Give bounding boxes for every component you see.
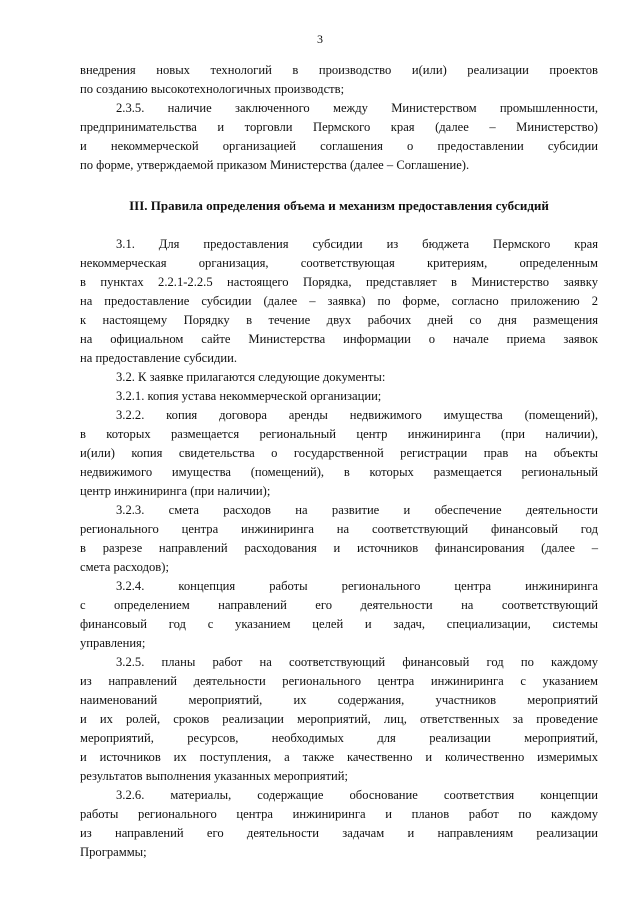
text-line: и их ролей, сроков реализации мероприятий, лиц, ответственных за проведение bbox=[80, 712, 598, 726]
text-line: с определением направлений его деятельности на соответствующий bbox=[80, 598, 598, 612]
text-line: работы регионального центра инжиниринга и планов работ по каждому bbox=[80, 807, 598, 821]
text-line: 3.1. Для предоставления субсидии из бюджета Пермского края bbox=[116, 237, 598, 251]
text-line: 2.3.5. наличие заключенного между Министерством промышленности, bbox=[116, 101, 598, 115]
text-line: некоммерческая организация, соответствующая критериям, определенным bbox=[80, 256, 598, 270]
text-line: центр инжиниринга (при наличии); bbox=[80, 484, 271, 498]
document-body bbox=[80, 61, 598, 862]
text-line: 3.2.4. концепция работы регионального центра инжиниринга bbox=[116, 579, 598, 593]
text-line: на предоставление субсидии. bbox=[80, 351, 237, 365]
text-line: и(или) копия свидетельства о государственной регистрации прав на объекты bbox=[80, 446, 598, 460]
text-line: результатов выполнения указанных мероприятий; bbox=[80, 769, 348, 783]
text-line: внедрения новых технологий в производство и(или) реализации проектов bbox=[80, 63, 598, 77]
text-line: на официальном сайте Министерства информации о начале приема заявок bbox=[80, 332, 598, 346]
text-line: в разрезе направлений расходования и источников финансирования (далее – bbox=[80, 541, 598, 555]
text-line: в пунктах 2.2.1-2.2.5 настоящего Порядка, представляет в Министерство заявку bbox=[80, 275, 598, 289]
text-line: в которых размещается региональный центр инжиниринга (при наличии), bbox=[80, 427, 598, 441]
page-number: 3 bbox=[317, 32, 323, 46]
text-line: Программы; bbox=[80, 845, 147, 859]
text-line: управления; bbox=[80, 636, 146, 650]
text-line: регионального центра инжиниринга на соответствующий финансовый год bbox=[80, 522, 598, 536]
text-line: 3.2.2. копия договора аренды недвижимого имущества (помещений), bbox=[116, 408, 598, 422]
text-line: предпринимательства и торговли Пермского края (далее – Министерство) bbox=[80, 120, 598, 134]
text-line: на предоставление субсидии (далее – заявка) по форме, согласно приложению 2 bbox=[80, 294, 598, 308]
text-line: 3.2.5. планы работ на соответствующий финансовый год по каждому bbox=[116, 655, 598, 669]
text-line: наименований мероприятий, их содержания, участников мероприятий bbox=[80, 693, 598, 707]
text-line: и некоммерческой организацией соглашения о предоставлении субсидии bbox=[80, 139, 598, 153]
text-line: недвижимого имущества (помещений), в которых размещается региональный bbox=[80, 465, 598, 479]
text-line: по форме, утверждаемой приказом Министерства (далее – Соглашение). bbox=[80, 158, 470, 172]
text-line: финансовый год с указанием целей и задач, специализации, системы bbox=[80, 617, 598, 631]
text-line: 3.2. К заявке прилагаются следующие документы: bbox=[116, 370, 386, 384]
text-line: из направлений его деятельности задачам и направлениям реализации bbox=[80, 826, 598, 840]
text-line: мероприятий, ресурсов, необходимых для реализации мероприятий, bbox=[80, 731, 598, 745]
text-line: 3.2.3. смета расходов на развитие и обеспечение деятельности bbox=[116, 503, 598, 517]
text-line: из направлений деятельности регионального центра инжиниринга с указанием bbox=[80, 674, 598, 688]
text-line: и источников их поступления, а также качественно и количественно измеримых bbox=[80, 750, 598, 764]
text-line: смета расходов); bbox=[80, 560, 169, 574]
section-heading: III. Правила определения объема и механизм предоставления субсидий bbox=[129, 198, 549, 213]
text-line: 3.2.6. материалы, содержащие обоснование соответствия концепции bbox=[116, 788, 598, 802]
text-line: по созданию высокотехнологичных производств; bbox=[80, 82, 345, 96]
text-line: 3.2.1. копия устава некоммерческой организации; bbox=[116, 389, 382, 403]
text-line: к настоящему Порядку в течение двух рабочих дней со дня размещения bbox=[80, 313, 598, 327]
